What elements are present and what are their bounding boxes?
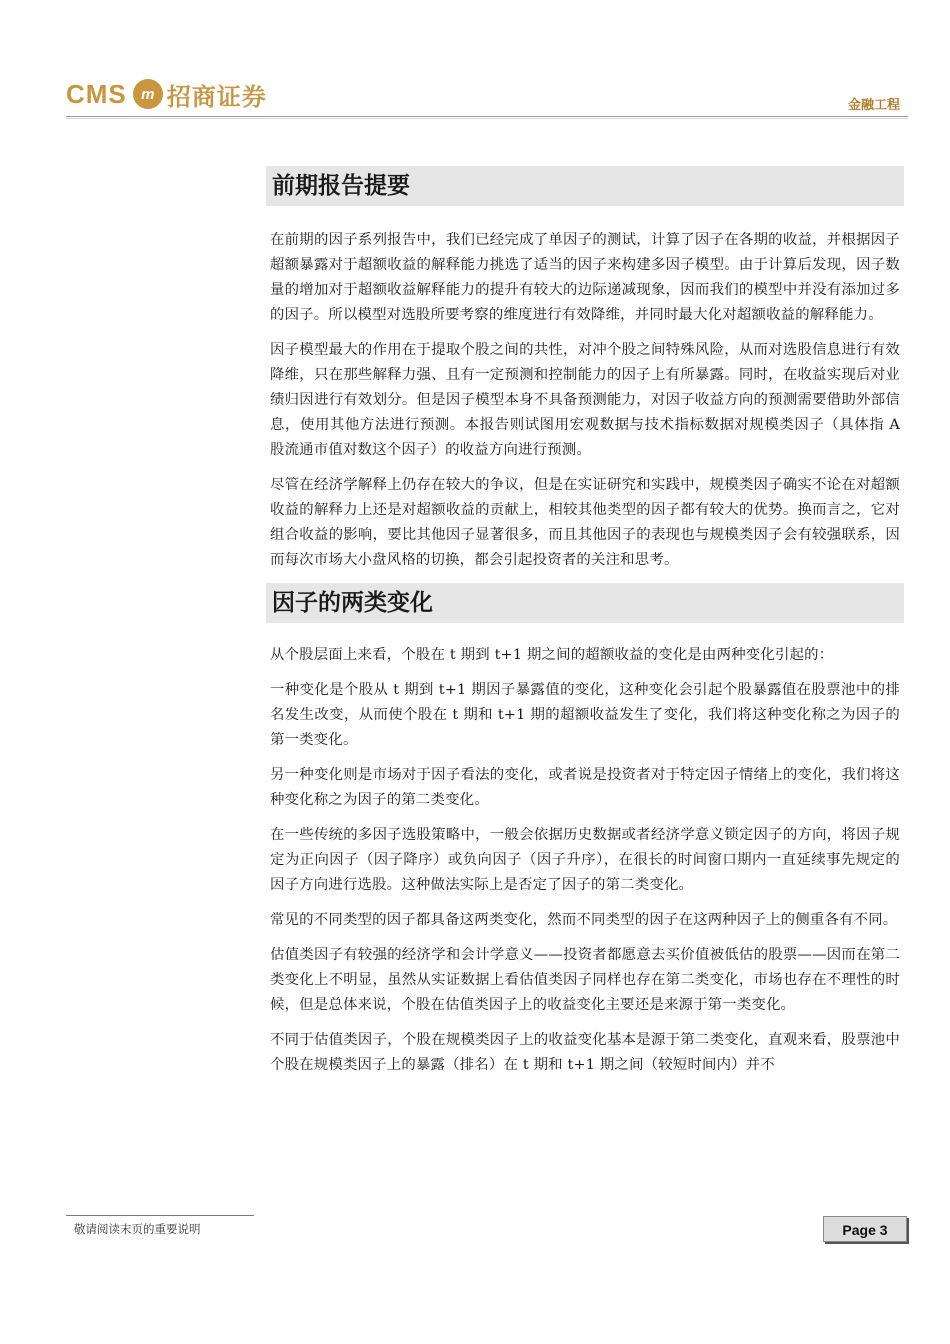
page-number-badge: Page 3 [823, 1216, 907, 1242]
header-divider [66, 116, 908, 117]
logo-cms-text: CMS [66, 78, 127, 109]
company-logo [66, 76, 267, 112]
section-title-factor-changes: 因子的两类变化 [266, 583, 904, 623]
footer-disclaimer-note: 敬请阅读末页的重要说明 [74, 1222, 201, 1236]
logo-company-name: 招商证券 [166, 82, 267, 111]
paragraph: 从个股层面上来看，个股在 t 期到 t+1 期之间的超额收益的变化是由两种变化引起的： [270, 647, 834, 663]
paragraph: 在一些传统的多因子选股策略中，一般会依据历史数据或者经济学意义锁定因子的方向，将因子规定为正向因子（因子降序）或负向因子（因子升序），在很长的时间窗口期内一直延续事先规定的因子方向进行选股。这种做法实际上是否定了因子的第二类变化。 [270, 827, 900, 893]
paragraph: 不同于估值类因子，个股在规模类因子上的收益变化基本是源于第二类变化，直观来看，股票池中个股在规模类因子上的暴露（排名）在 t 期和 t+1 期之间（较短时间内）并不 [270, 1032, 900, 1073]
paragraph: 常见的不同类型的因子都具备这两类变化，然而不同类型的因子在这两种因子上的侧重各有不同。 [270, 912, 898, 928]
header-divider-secondary [66, 118, 908, 119]
page-header [0, 0, 950, 130]
section-title-summary: 前期报告提要 [266, 166, 904, 206]
main-content [266, 166, 904, 1088]
footer-divider [66, 1215, 254, 1216]
paragraph: 尽管在经济学解释上仍存在较大的争议，但是在实证研究和实践中，规模类因子确实不论在对超额收益的解释力上还是对超额收益的贡献上，相较其他类型的因子都有较大的优势。换而言之，它对组合收益的影响，要比其他因子显著很多，而且其他因子的表现也与规模类因子会有较强联系，因而每次市场大小盘风格的切换，都会引起投资者的关注和思考。 [270, 477, 900, 568]
paragraph: 另一种变化则是市场对于因子看法的变化，或者说是投资者对于特定因子情绪上的变化，我们将这种变化称之为因子的第二类变化。 [270, 767, 900, 808]
paragraph: 因子模型最大的作用在于提取个股之间的共性，对冲个股之间特殊风险，从而对选股信息进行有效降维，只在那些解释力强、且有一定预测和控制能力的因子上有所暴露。同时，在收益实现后对业绩归因进行有效划分。但是因子模型本身不具备预测能力，对因子收益方向的预测需要借助外部信息，使用其他方法进行预测。本报告则试图用宏观数据与技术指标数据对规模类因子（具体指 A 股流通市值对数这个因子）的收益方向进行预测。 [270, 342, 900, 458]
logo-badge-icon: m [133, 79, 163, 109]
paragraph: 在前期的因子系列报告中，我们已经完成了单因子的测试，计算了因子在各期的收益，并根据因子超额暴露对于超额收益的解释能力挑选了适当的因子来构建多因子模型。由于计算后发现，因子数量的增加对于超额收益解释能力的提升有较大的边际递减现象，因而我们的模型中并没有添加过多的因子。所以模型对选股所要考察的维度进行有效降维，并同时最大化对超额收益的解释能力。 [270, 232, 900, 323]
paragraph: 一种变化是个股从 t 期到 t+1 期因子暴露值的变化，这种变化会引起个股暴露值在股票池中的排名发生改变，从而使个股在 t 期和 t+1 期的超额收益发生了变化，我们将这种变化称之为因子的第一类变化。 [270, 682, 900, 748]
paragraph: 估值类因子有较强的经济学和会计学意义——投资者都愿意去买价值被低估的股票——因而在第二类变化上不明显，虽然从实证数据上看估值类因子同样也存在第二类变化，市场也存在不理性的时候，但是总体来说，个股在估值类因子上的收益变化主要还是来源于第一类变化。 [270, 947, 900, 1013]
department-label: 金融工程 [847, 98, 900, 113]
